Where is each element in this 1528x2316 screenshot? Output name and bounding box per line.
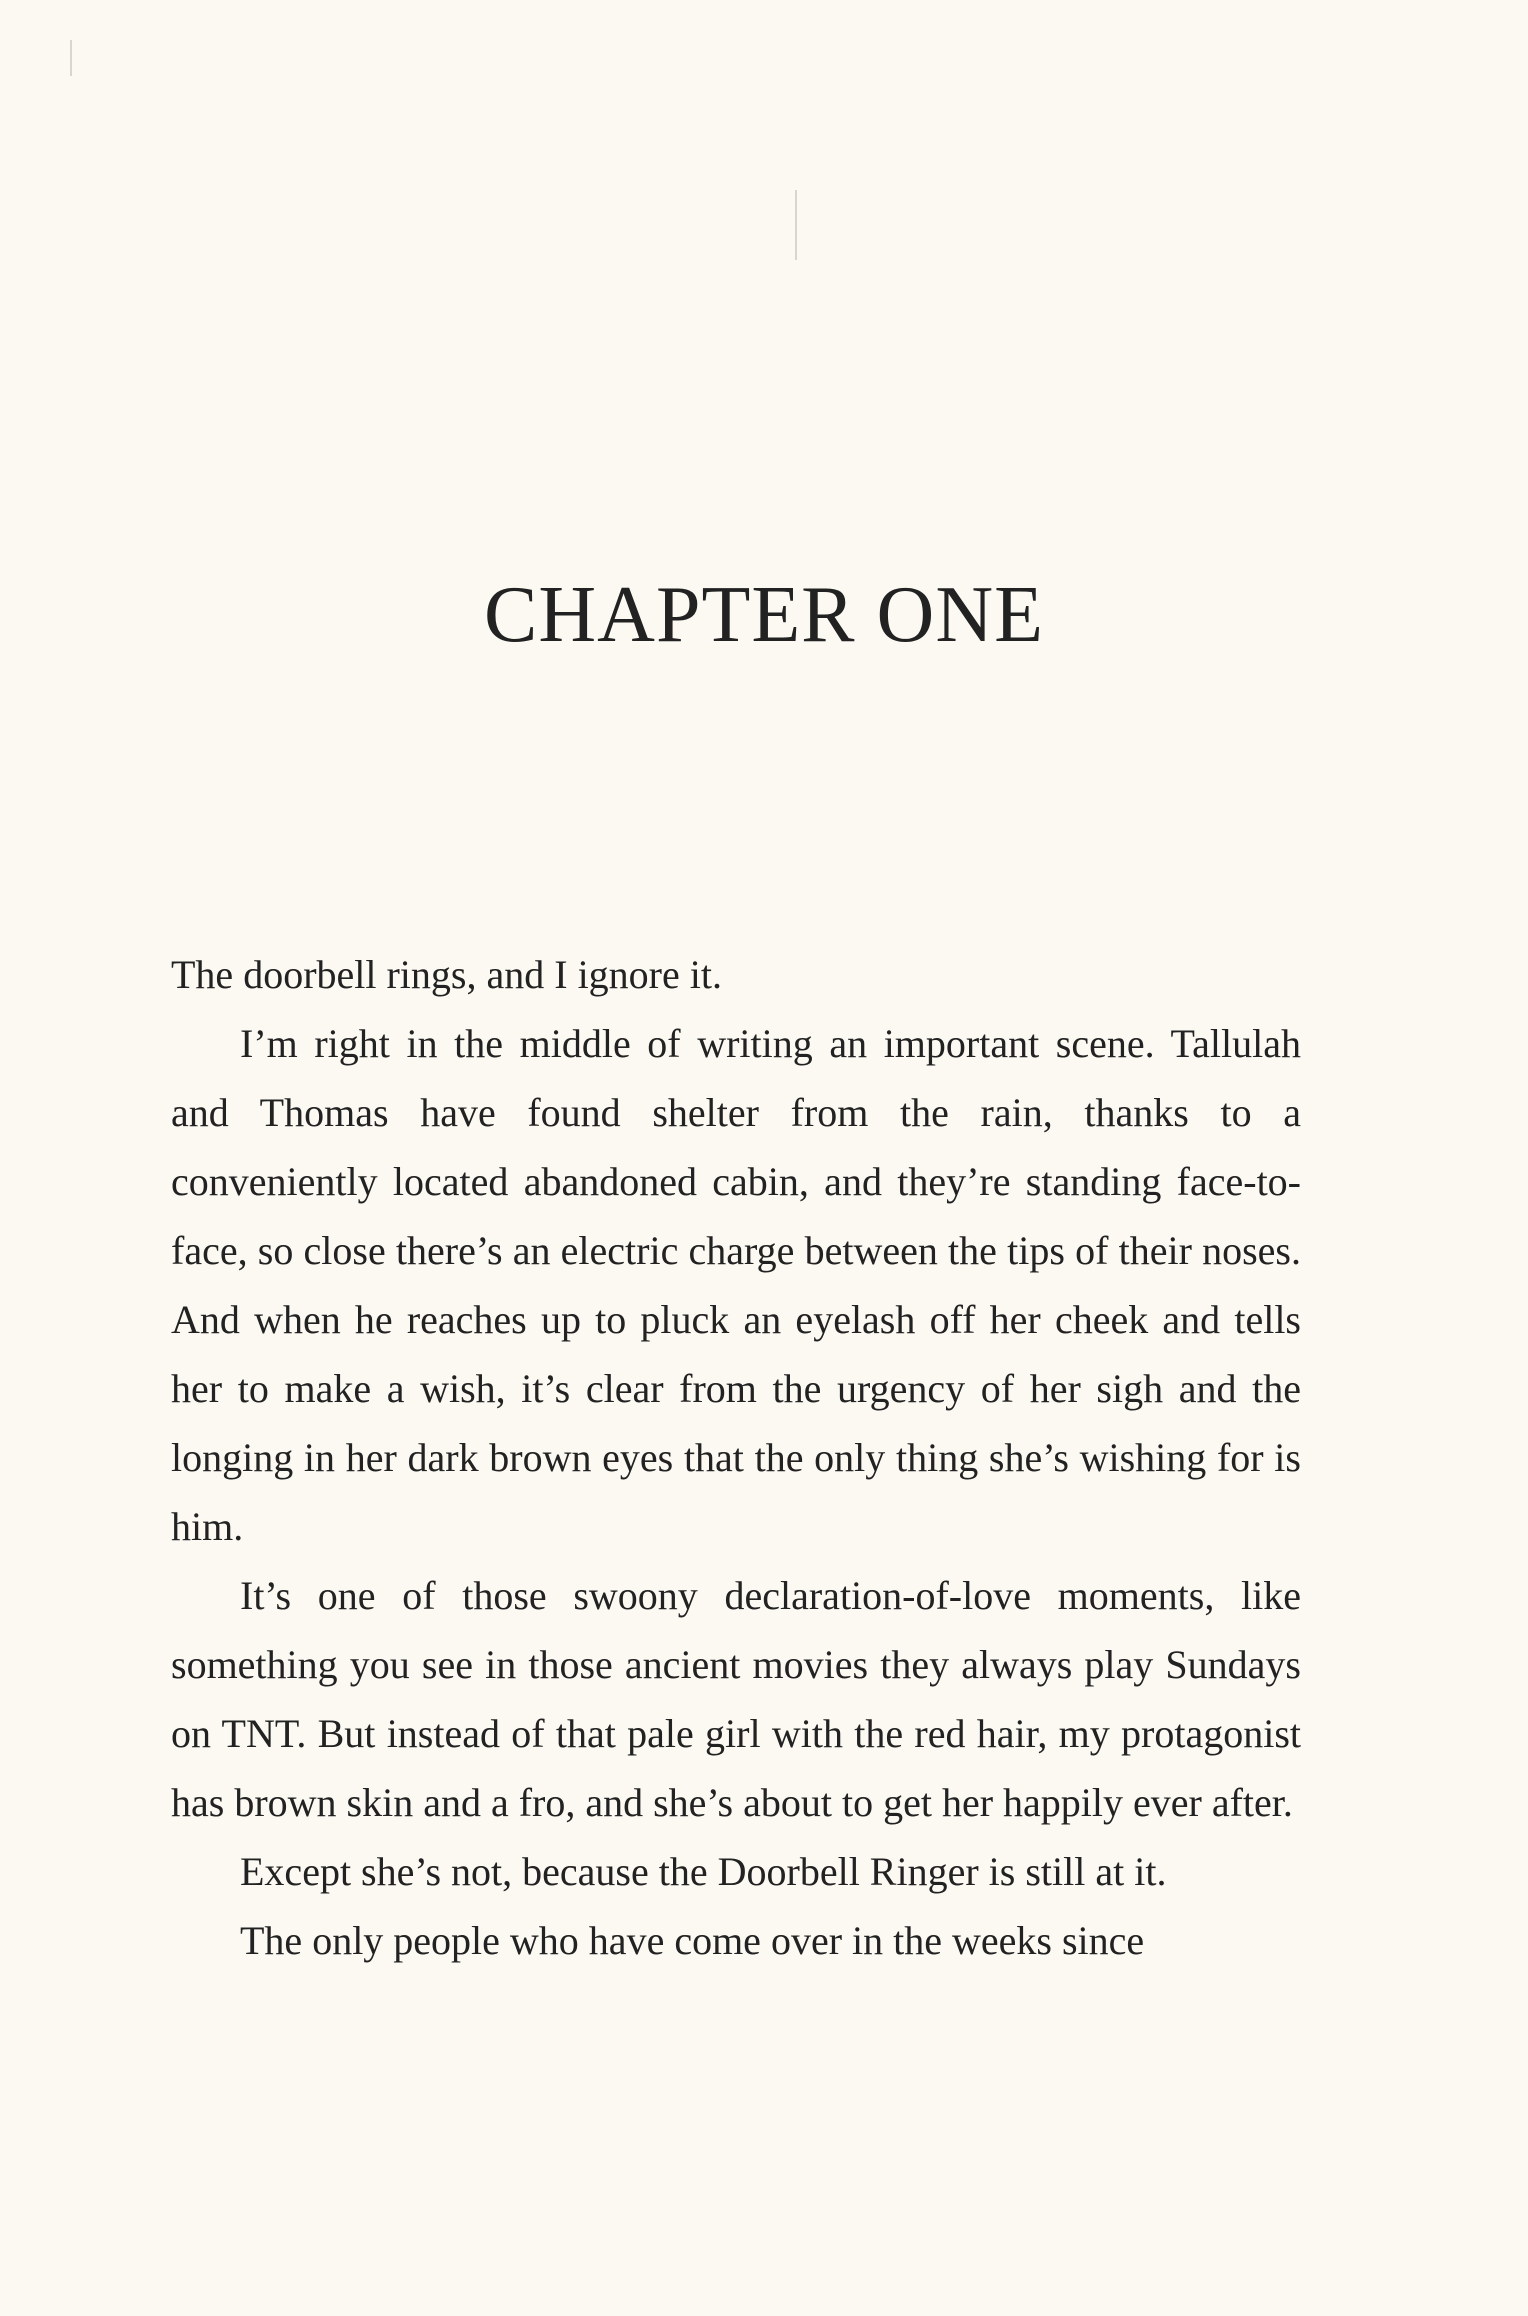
paragraph: The doorbell rings, and I ignore it. <box>171 952 722 997</box>
paragraph: Except she’s not, because the Doorbell Ringer is still at it. <box>240 1849 1167 1894</box>
chapter-title: CHAPTER ONE <box>484 571 1044 659</box>
scan-mark <box>70 40 72 76</box>
paragraph: It’s one of those swoony declaration-of-love moments, like something you see in those ancient movies they always play Sundays on TNT. But instead of that pale girl with the red hair, my protagonist has brown skin and a fro, and she’s about to get her happily ever after. <box>171 1573 1301 1825</box>
paragraph: The only people who have come over in the weeks since <box>240 1918 1145 1963</box>
scan-mark <box>795 190 797 260</box>
paragraph: I’m right in the middle of writing an important scene. Tallulah and Thomas have found shelter from the rain, thanks to a conveniently located abandoned cabin, and they’re standing face-to-face, so close there’s an electric charge between the tips of their noses. And when he reaches up to pluck an eyelash off her cheek and tells her to make a wish, it’s clear from the urgency of her sigh and the longing in her dark brown eyes that the only thing she’s wishing for is him. <box>171 1021 1301 1549</box>
chapter-body <box>171 940 1301 1975</box>
